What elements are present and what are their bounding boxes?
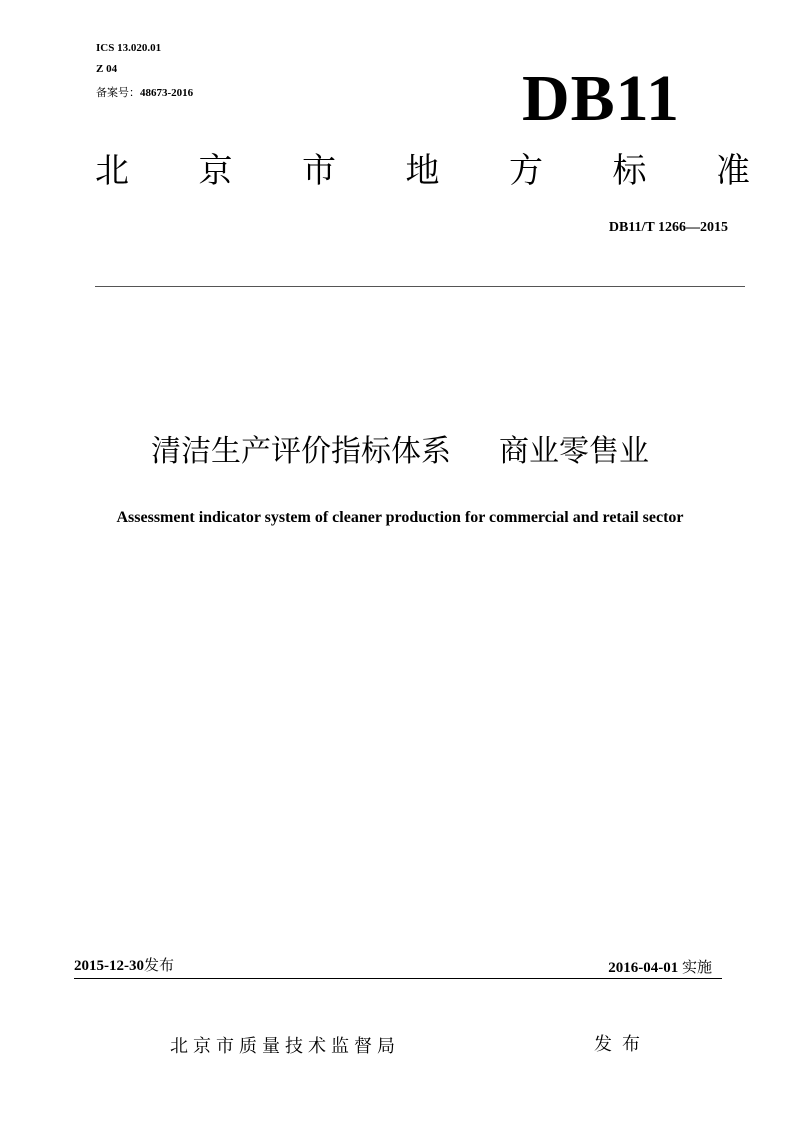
header-divider (95, 286, 745, 287)
document-title-english: Assessment indicator system of cleaner production for commercial and retail sector (116, 509, 684, 526)
publish-date-line (74, 954, 174, 975)
implement-word: 实施 (681, 958, 712, 976)
title-cn-part1: 清洁生产评价指标体系 (151, 434, 451, 469)
issue-word: 发布 (594, 1034, 650, 1055)
implement-date: 2016-04-01 (608, 960, 679, 976)
title-char: 准 (716, 151, 750, 191)
title-char: 京 (198, 151, 233, 191)
title-char: 标 (612, 151, 647, 191)
title-char: 方 (509, 151, 543, 191)
standard-type-title (95, 151, 750, 191)
footer-divider (74, 978, 722, 979)
standard-number: DB11/T 1266—2015 (608, 220, 728, 235)
title-char: 地 (405, 151, 440, 191)
publish-word: 发布 (144, 956, 175, 974)
issuing-authority: 北京市质量技术监督局 (170, 1036, 400, 1057)
record-number: 48673-2016 (140, 87, 194, 99)
implement-date-line (608, 956, 712, 977)
title-char: 北 (95, 151, 129, 191)
record-label: 备案号： (96, 86, 140, 99)
record-number-line (96, 84, 193, 100)
publish-date: 2015-12-30 (74, 958, 144, 974)
title-cn-part2: 商业零售业 (499, 434, 649, 469)
standard-brand-logo: DB11 (522, 62, 681, 135)
document-title-chinese (0, 434, 800, 470)
title-char: 市 (302, 151, 336, 191)
classification-code: Z 04 (96, 63, 118, 75)
ics-code: ICS 13.020.01 (96, 42, 162, 54)
